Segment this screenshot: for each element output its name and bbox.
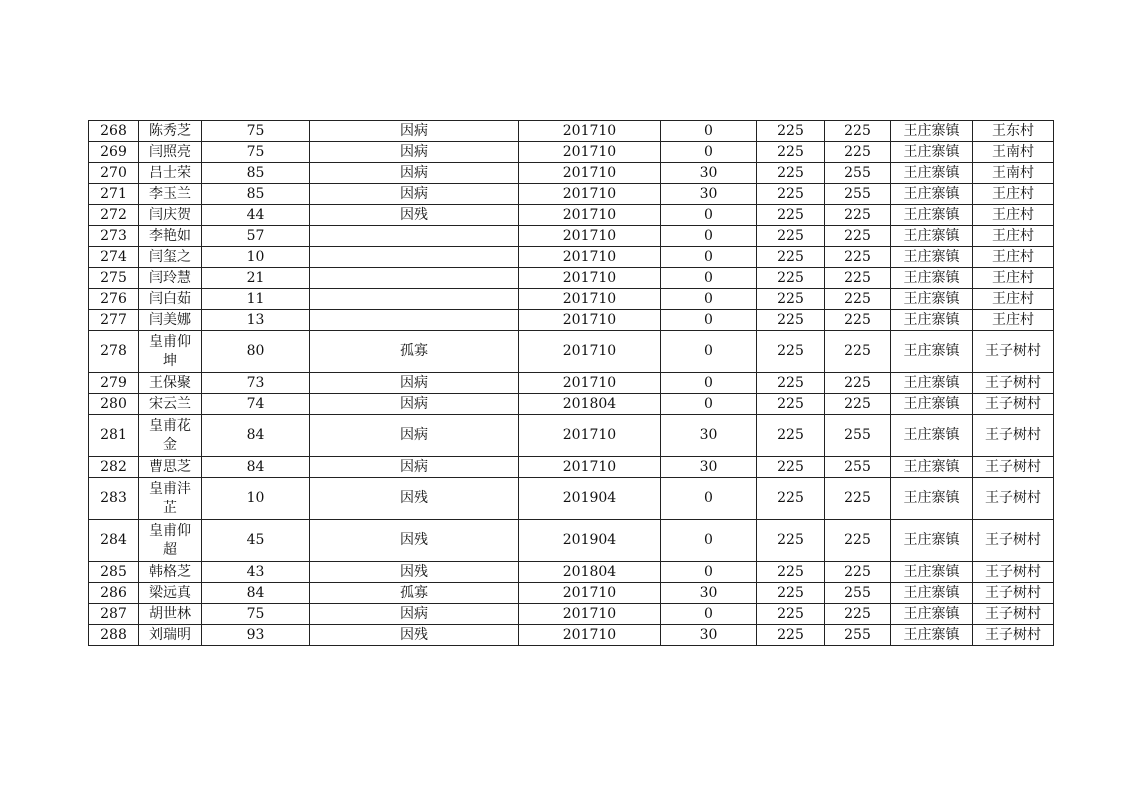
- village-cell: 王子树村: [973, 415, 1054, 457]
- village-cell: 王东村: [973, 121, 1054, 142]
- row-number-cell: 269: [89, 142, 139, 163]
- table-row: [89, 163, 1054, 184]
- village-cell: 王子树村: [973, 562, 1054, 583]
- total-amount-cell: 255: [825, 184, 891, 205]
- base-amount-cell: 225: [757, 268, 825, 289]
- name-cell: 闫美娜: [139, 310, 202, 331]
- reason-cell: 因病: [310, 415, 519, 457]
- age-cell: 13: [202, 310, 310, 331]
- supplement-amount-cell: 0: [661, 373, 757, 394]
- base-amount-cell: 225: [757, 247, 825, 268]
- village-cell: 王庄村: [973, 247, 1054, 268]
- age-cell: 73: [202, 373, 310, 394]
- name-cell: 闫庆贺: [139, 205, 202, 226]
- table-row: [89, 268, 1054, 289]
- row-number-cell: 277: [89, 310, 139, 331]
- supplement-amount-cell: 30: [661, 583, 757, 604]
- age-cell: 75: [202, 604, 310, 625]
- supplement-amount-cell: 0: [661, 121, 757, 142]
- base-amount-cell: 225: [757, 394, 825, 415]
- row-number-cell: 268: [89, 121, 139, 142]
- row-number-cell: 272: [89, 205, 139, 226]
- name-cell: 王保聚: [139, 373, 202, 394]
- start-date-cell: 201710: [519, 121, 661, 142]
- row-number-cell: 271: [89, 184, 139, 205]
- start-date-cell: 201710: [519, 331, 661, 373]
- reason-cell: 因病: [310, 142, 519, 163]
- name-cell: 李艳如: [139, 226, 202, 247]
- town-cell: 王庄寨镇: [891, 268, 973, 289]
- town-cell: 王庄寨镇: [891, 310, 973, 331]
- supplement-amount-cell: 0: [661, 394, 757, 415]
- row-number-cell: 282: [89, 457, 139, 478]
- total-amount-cell: 225: [825, 331, 891, 373]
- reason-cell: [310, 226, 519, 247]
- start-date-cell: 201904: [519, 478, 661, 520]
- base-amount-cell: 225: [757, 184, 825, 205]
- row-number-cell: 281: [89, 415, 139, 457]
- village-cell: 王庄村: [973, 226, 1054, 247]
- village-cell: 王庄村: [973, 268, 1054, 289]
- town-cell: 王庄寨镇: [891, 625, 973, 646]
- town-cell: 王庄寨镇: [891, 583, 973, 604]
- start-date-cell: 201804: [519, 562, 661, 583]
- row-number-cell: 273: [89, 226, 139, 247]
- age-cell: 10: [202, 478, 310, 520]
- age-cell: 85: [202, 163, 310, 184]
- village-cell: 王子树村: [973, 457, 1054, 478]
- base-amount-cell: 225: [757, 163, 825, 184]
- reason-cell: 因残: [310, 562, 519, 583]
- row-number-cell: 288: [89, 625, 139, 646]
- village-cell: 王庄村: [973, 205, 1054, 226]
- town-cell: 王庄寨镇: [891, 247, 973, 268]
- table-row: [89, 478, 1054, 520]
- supplement-amount-cell: 0: [661, 142, 757, 163]
- row-number-cell: 287: [89, 604, 139, 625]
- base-amount-cell: 225: [757, 478, 825, 520]
- row-number-cell: 274: [89, 247, 139, 268]
- total-amount-cell: 225: [825, 562, 891, 583]
- name-cell: 皇甫仰坤: [139, 331, 202, 373]
- town-cell: 王庄寨镇: [891, 163, 973, 184]
- row-number-cell: 275: [89, 268, 139, 289]
- age-cell: 84: [202, 583, 310, 604]
- row-number-cell: 278: [89, 331, 139, 373]
- total-amount-cell: 225: [825, 205, 891, 226]
- reason-cell: 因残: [310, 478, 519, 520]
- name-cell: 吕士荣: [139, 163, 202, 184]
- base-amount-cell: 225: [757, 121, 825, 142]
- base-amount-cell: 225: [757, 142, 825, 163]
- total-amount-cell: 225: [825, 142, 891, 163]
- name-cell: 陈秀芝: [139, 121, 202, 142]
- supplement-amount-cell: 30: [661, 625, 757, 646]
- reason-cell: [310, 268, 519, 289]
- town-cell: 王庄寨镇: [891, 289, 973, 310]
- row-number-cell: 286: [89, 583, 139, 604]
- supplement-amount-cell: 0: [661, 478, 757, 520]
- total-amount-cell: 225: [825, 310, 891, 331]
- age-cell: 75: [202, 121, 310, 142]
- table-row: [89, 415, 1054, 457]
- base-amount-cell: 225: [757, 415, 825, 457]
- reason-cell: 因残: [310, 205, 519, 226]
- total-amount-cell: 225: [825, 373, 891, 394]
- village-cell: 王子树村: [973, 583, 1054, 604]
- name-cell: 皇甫花金: [139, 415, 202, 457]
- reason-cell: 因病: [310, 121, 519, 142]
- supplement-amount-cell: 0: [661, 268, 757, 289]
- reason-cell: 因病: [310, 373, 519, 394]
- village-cell: 王子树村: [973, 520, 1054, 562]
- start-date-cell: 201804: [519, 394, 661, 415]
- supplement-amount-cell: 0: [661, 205, 757, 226]
- supplement-amount-cell: 0: [661, 226, 757, 247]
- base-amount-cell: 225: [757, 604, 825, 625]
- start-date-cell: 201710: [519, 415, 661, 457]
- table-row: [89, 184, 1054, 205]
- name-cell: 闫玺之: [139, 247, 202, 268]
- base-amount-cell: 225: [757, 310, 825, 331]
- total-amount-cell: 225: [825, 121, 891, 142]
- start-date-cell: 201710: [519, 142, 661, 163]
- supplement-amount-cell: 0: [661, 520, 757, 562]
- total-amount-cell: 225: [825, 247, 891, 268]
- reason-cell: 因病: [310, 394, 519, 415]
- start-date-cell: 201710: [519, 373, 661, 394]
- name-cell: 宋云兰: [139, 394, 202, 415]
- town-cell: 王庄寨镇: [891, 562, 973, 583]
- town-cell: 王庄寨镇: [891, 373, 973, 394]
- supplement-amount-cell: 30: [661, 415, 757, 457]
- total-amount-cell: 255: [825, 457, 891, 478]
- age-cell: 21: [202, 268, 310, 289]
- name-cell: 皇甫仰超: [139, 520, 202, 562]
- row-number-cell: 276: [89, 289, 139, 310]
- records-table: [88, 120, 1054, 646]
- age-cell: 45: [202, 520, 310, 562]
- table-row: [89, 583, 1054, 604]
- table-row: [89, 289, 1054, 310]
- name-cell: 曹思芝: [139, 457, 202, 478]
- name-cell: 闫白茹: [139, 289, 202, 310]
- start-date-cell: 201710: [519, 310, 661, 331]
- table-row: [89, 142, 1054, 163]
- start-date-cell: 201710: [519, 625, 661, 646]
- start-date-cell: 201710: [519, 583, 661, 604]
- start-date-cell: 201710: [519, 226, 661, 247]
- town-cell: 王庄寨镇: [891, 415, 973, 457]
- table-row: [89, 394, 1054, 415]
- supplement-amount-cell: 0: [661, 562, 757, 583]
- name-cell: 韩格芝: [139, 562, 202, 583]
- supplement-amount-cell: 30: [661, 163, 757, 184]
- age-cell: 93: [202, 625, 310, 646]
- table-row: [89, 457, 1054, 478]
- start-date-cell: 201710: [519, 247, 661, 268]
- row-number-cell: 280: [89, 394, 139, 415]
- document-page: [88, 120, 1054, 646]
- village-cell: 王庄村: [973, 184, 1054, 205]
- age-cell: 85: [202, 184, 310, 205]
- table-row: [89, 226, 1054, 247]
- base-amount-cell: 225: [757, 583, 825, 604]
- table-row: [89, 520, 1054, 562]
- total-amount-cell: 225: [825, 604, 891, 625]
- total-amount-cell: 255: [825, 625, 891, 646]
- total-amount-cell: 255: [825, 415, 891, 457]
- base-amount-cell: 225: [757, 625, 825, 646]
- town-cell: 王庄寨镇: [891, 331, 973, 373]
- reason-cell: 因残: [310, 625, 519, 646]
- table-row: [89, 247, 1054, 268]
- age-cell: 84: [202, 457, 310, 478]
- row-number-cell: 284: [89, 520, 139, 562]
- base-amount-cell: 225: [757, 226, 825, 247]
- row-number-cell: 270: [89, 163, 139, 184]
- base-amount-cell: 225: [757, 457, 825, 478]
- reason-cell: [310, 247, 519, 268]
- age-cell: 80: [202, 331, 310, 373]
- age-cell: 84: [202, 415, 310, 457]
- reason-cell: 孤寡: [310, 583, 519, 604]
- supplement-amount-cell: 0: [661, 247, 757, 268]
- reason-cell: 孤寡: [310, 331, 519, 373]
- town-cell: 王庄寨镇: [891, 520, 973, 562]
- village-cell: 王子树村: [973, 331, 1054, 373]
- reason-cell: 因病: [310, 163, 519, 184]
- name-cell: 闫玲慧: [139, 268, 202, 289]
- base-amount-cell: 225: [757, 205, 825, 226]
- age-cell: 57: [202, 226, 310, 247]
- age-cell: 11: [202, 289, 310, 310]
- town-cell: 王庄寨镇: [891, 121, 973, 142]
- village-cell: 王庄村: [973, 289, 1054, 310]
- name-cell: 梁远真: [139, 583, 202, 604]
- start-date-cell: 201710: [519, 205, 661, 226]
- total-amount-cell: 225: [825, 268, 891, 289]
- village-cell: 王子树村: [973, 373, 1054, 394]
- supplement-amount-cell: 0: [661, 289, 757, 310]
- total-amount-cell: 225: [825, 394, 891, 415]
- name-cell: 皇甫沣芷: [139, 478, 202, 520]
- town-cell: 王庄寨镇: [891, 604, 973, 625]
- table-row: [89, 310, 1054, 331]
- town-cell: 王庄寨镇: [891, 478, 973, 520]
- supplement-amount-cell: 30: [661, 457, 757, 478]
- table-row: [89, 331, 1054, 373]
- village-cell: 王子树村: [973, 625, 1054, 646]
- total-amount-cell: 255: [825, 583, 891, 604]
- supplement-amount-cell: 0: [661, 604, 757, 625]
- village-cell: 王子树村: [973, 478, 1054, 520]
- table-row: [89, 373, 1054, 394]
- reason-cell: 因病: [310, 184, 519, 205]
- name-cell: 胡世林: [139, 604, 202, 625]
- table-row: [89, 625, 1054, 646]
- base-amount-cell: 225: [757, 520, 825, 562]
- total-amount-cell: 225: [825, 478, 891, 520]
- total-amount-cell: 225: [825, 289, 891, 310]
- row-number-cell: 279: [89, 373, 139, 394]
- start-date-cell: 201710: [519, 163, 661, 184]
- name-cell: 刘瑞明: [139, 625, 202, 646]
- start-date-cell: 201710: [519, 604, 661, 625]
- village-cell: 王子树村: [973, 604, 1054, 625]
- start-date-cell: 201710: [519, 457, 661, 478]
- age-cell: 43: [202, 562, 310, 583]
- base-amount-cell: 225: [757, 562, 825, 583]
- table-row: [89, 562, 1054, 583]
- start-date-cell: 201710: [519, 289, 661, 310]
- village-cell: 王南村: [973, 163, 1054, 184]
- town-cell: 王庄寨镇: [891, 394, 973, 415]
- town-cell: 王庄寨镇: [891, 457, 973, 478]
- base-amount-cell: 225: [757, 331, 825, 373]
- village-cell: 王子树村: [973, 394, 1054, 415]
- table-row: [89, 604, 1054, 625]
- town-cell: 王庄寨镇: [891, 142, 973, 163]
- total-amount-cell: 225: [825, 520, 891, 562]
- name-cell: 闫照亮: [139, 142, 202, 163]
- table-body: [89, 121, 1054, 646]
- reason-cell: [310, 310, 519, 331]
- start-date-cell: 201904: [519, 520, 661, 562]
- start-date-cell: 201710: [519, 184, 661, 205]
- start-date-cell: 201710: [519, 268, 661, 289]
- age-cell: 44: [202, 205, 310, 226]
- table-row: [89, 121, 1054, 142]
- row-number-cell: 283: [89, 478, 139, 520]
- reason-cell: [310, 289, 519, 310]
- total-amount-cell: 255: [825, 163, 891, 184]
- town-cell: 王庄寨镇: [891, 184, 973, 205]
- age-cell: 74: [202, 394, 310, 415]
- village-cell: 王庄村: [973, 310, 1054, 331]
- reason-cell: 因病: [310, 457, 519, 478]
- reason-cell: 因残: [310, 520, 519, 562]
- total-amount-cell: 225: [825, 226, 891, 247]
- reason-cell: 因病: [310, 604, 519, 625]
- table-row: [89, 205, 1054, 226]
- base-amount-cell: 225: [757, 373, 825, 394]
- row-number-cell: 285: [89, 562, 139, 583]
- town-cell: 王庄寨镇: [891, 226, 973, 247]
- supplement-amount-cell: 0: [661, 310, 757, 331]
- town-cell: 王庄寨镇: [891, 205, 973, 226]
- supplement-amount-cell: 30: [661, 184, 757, 205]
- age-cell: 75: [202, 142, 310, 163]
- supplement-amount-cell: 0: [661, 331, 757, 373]
- age-cell: 10: [202, 247, 310, 268]
- base-amount-cell: 225: [757, 289, 825, 310]
- name-cell: 李玉兰: [139, 184, 202, 205]
- village-cell: 王南村: [973, 142, 1054, 163]
